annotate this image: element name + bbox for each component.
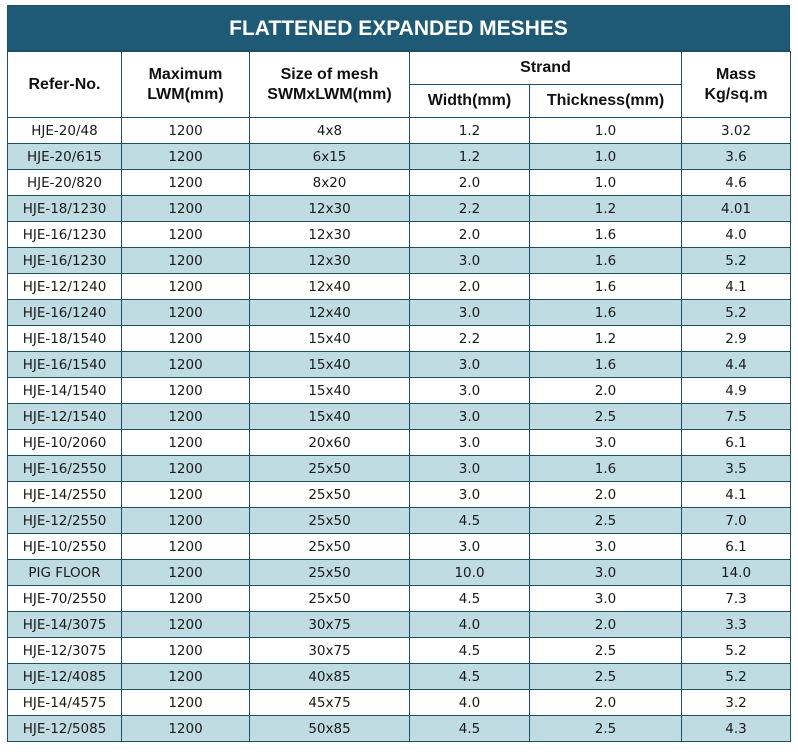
cell-strand-thickness: 2.0 (530, 690, 682, 716)
cell-mesh-size: 4x8 (250, 118, 410, 144)
cell-refer-no: HJE-70/2550 (8, 586, 122, 612)
cell-strand-width: 3.0 (410, 300, 530, 326)
cell-max-lwm: 1200 (122, 534, 250, 560)
cell-strand-thickness: 3.0 (530, 534, 682, 560)
header-mass-line1: Mass (716, 65, 757, 83)
cell-refer-no: HJE-20/820 (8, 170, 122, 196)
header-strand: Strand (410, 52, 682, 85)
cell-mesh-size: 45x75 (250, 690, 410, 716)
cell-refer-no: HJE-16/1230 (8, 248, 122, 274)
cell-strand-width: 10.0 (410, 560, 530, 586)
cell-mass: 3.02 (682, 118, 791, 144)
cell-mesh-size: 15x40 (250, 352, 410, 378)
table-row (8, 196, 791, 222)
cell-refer-no: HJE-12/2550 (8, 508, 122, 534)
cell-max-lwm: 1200 (122, 300, 250, 326)
cell-refer-no: HJE-12/1240 (8, 274, 122, 300)
cell-mass: 5.2 (682, 638, 791, 664)
cell-refer-no: HJE-20/48 (8, 118, 122, 144)
cell-mass: 4.9 (682, 378, 791, 404)
cell-strand-thickness: 2.5 (530, 508, 682, 534)
cell-mesh-size: 15x40 (250, 378, 410, 404)
table-body (8, 118, 791, 742)
cell-mass: 5.2 (682, 664, 791, 690)
cell-mass: 4.01 (682, 196, 791, 222)
cell-mesh-size: 50x85 (250, 716, 410, 742)
cell-mesh-size: 25x50 (250, 586, 410, 612)
cell-max-lwm: 1200 (122, 144, 250, 170)
header-max-lwm-line1: Maximum (148, 65, 223, 83)
cell-strand-thickness: 1.2 (530, 196, 682, 222)
table-row (8, 430, 791, 456)
cell-mesh-size: 25x50 (250, 482, 410, 508)
cell-strand-width: 3.0 (410, 352, 530, 378)
cell-strand-thickness: 1.6 (530, 222, 682, 248)
cell-strand-width: 4.5 (410, 716, 530, 742)
cell-strand-thickness: 1.6 (530, 456, 682, 482)
cell-strand-thickness: 1.2 (530, 326, 682, 352)
header-mesh-size (250, 52, 410, 118)
cell-max-lwm: 1200 (122, 716, 250, 742)
cell-mass: 3.2 (682, 690, 791, 716)
header-mesh-size-line1: Size of mesh (280, 65, 379, 83)
cell-strand-width: 2.2 (410, 326, 530, 352)
cell-strand-width: 2.0 (410, 222, 530, 248)
cell-strand-width: 3.0 (410, 456, 530, 482)
cell-max-lwm: 1200 (122, 326, 250, 352)
cell-max-lwm: 1200 (122, 378, 250, 404)
cell-max-lwm: 1200 (122, 404, 250, 430)
cell-mesh-size: 12x30 (250, 222, 410, 248)
table-row (8, 222, 791, 248)
cell-refer-no: HJE-12/1540 (8, 404, 122, 430)
cell-mesh-size: 6x15 (250, 144, 410, 170)
table-row (8, 404, 791, 430)
cell-mass: 5.2 (682, 248, 791, 274)
cell-max-lwm: 1200 (122, 274, 250, 300)
cell-mesh-size: 25x50 (250, 534, 410, 560)
cell-strand-thickness: 3.0 (530, 560, 682, 586)
cell-strand-width: 4.5 (410, 664, 530, 690)
cell-strand-thickness: 2.5 (530, 716, 682, 742)
cell-mass: 3.3 (682, 612, 791, 638)
table-row (8, 612, 791, 638)
cell-mesh-size: 25x50 (250, 508, 410, 534)
cell-refer-no: HJE-14/3075 (8, 612, 122, 638)
header-mass (682, 52, 791, 118)
table-row (8, 534, 791, 560)
cell-strand-width: 4.5 (410, 586, 530, 612)
cell-strand-thickness: 2.5 (530, 638, 682, 664)
cell-strand-thickness: 1.6 (530, 300, 682, 326)
cell-max-lwm: 1200 (122, 170, 250, 196)
table-row (8, 326, 791, 352)
table-row (8, 456, 791, 482)
cell-mesh-size: 30x75 (250, 638, 410, 664)
cell-mass: 4.0 (682, 222, 791, 248)
cell-mass: 4.4 (682, 352, 791, 378)
mesh-spec-table (7, 51, 791, 742)
cell-strand-thickness: 1.6 (530, 274, 682, 300)
cell-strand-width: 3.0 (410, 534, 530, 560)
cell-refer-no: HJE-18/1230 (8, 196, 122, 222)
cell-mesh-size: 40x85 (250, 664, 410, 690)
cell-refer-no: HJE-16/2550 (8, 456, 122, 482)
cell-refer-no: HJE-18/1540 (8, 326, 122, 352)
cell-refer-no: HJE-16/1240 (8, 300, 122, 326)
cell-refer-no: HJE-14/4575 (8, 690, 122, 716)
cell-refer-no: HJE-14/1540 (8, 378, 122, 404)
cell-mass: 3.5 (682, 456, 791, 482)
cell-mass: 4.3 (682, 716, 791, 742)
cell-strand-width: 3.0 (410, 378, 530, 404)
cell-max-lwm: 1200 (122, 638, 250, 664)
table-title: FLATTENED EXPANDED MESHES (7, 5, 790, 51)
cell-mesh-size: 15x40 (250, 404, 410, 430)
cell-mesh-size: 15x40 (250, 326, 410, 352)
table-row (8, 716, 791, 742)
table-row (8, 638, 791, 664)
header-mesh-size-line2: SWMxLWM(mm) (267, 85, 392, 103)
cell-strand-thickness: 2.5 (530, 404, 682, 430)
cell-strand-width: 4.5 (410, 638, 530, 664)
cell-strand-width: 3.0 (410, 482, 530, 508)
cell-mass: 7.3 (682, 586, 791, 612)
cell-strand-width: 2.0 (410, 274, 530, 300)
cell-strand-width: 3.0 (410, 430, 530, 456)
cell-mass: 14.0 (682, 560, 791, 586)
header-max-lwm (122, 52, 250, 118)
table-row (8, 274, 791, 300)
header-strand-width: Width(mm) (410, 85, 530, 118)
cell-mass: 4.1 (682, 274, 791, 300)
cell-strand-thickness: 3.0 (530, 586, 682, 612)
table-row (8, 664, 791, 690)
cell-mesh-size: 12x30 (250, 196, 410, 222)
cell-strand-width: 2.0 (410, 170, 530, 196)
cell-max-lwm: 1200 (122, 456, 250, 482)
cell-strand-thickness: 2.0 (530, 378, 682, 404)
cell-mesh-size: 8x20 (250, 170, 410, 196)
cell-mass: 6.1 (682, 534, 791, 560)
cell-strand-width: 1.2 (410, 144, 530, 170)
cell-strand-thickness: 2.0 (530, 612, 682, 638)
cell-max-lwm: 1200 (122, 664, 250, 690)
cell-strand-width: 3.0 (410, 248, 530, 274)
cell-refer-no: HJE-14/2550 (8, 482, 122, 508)
cell-strand-width: 3.0 (410, 404, 530, 430)
cell-max-lwm: 1200 (122, 586, 250, 612)
cell-max-lwm: 1200 (122, 196, 250, 222)
cell-mass: 3.6 (682, 144, 791, 170)
table-row (8, 170, 791, 196)
cell-max-lwm: 1200 (122, 222, 250, 248)
cell-strand-width: 2.2 (410, 196, 530, 222)
cell-mass: 7.5 (682, 404, 791, 430)
cell-refer-no: HJE-12/4085 (8, 664, 122, 690)
cell-mesh-size: 25x50 (250, 456, 410, 482)
cell-refer-no: HJE-10/2060 (8, 430, 122, 456)
cell-mesh-size: 25x50 (250, 560, 410, 586)
cell-mass: 2.9 (682, 326, 791, 352)
cell-refer-no: HJE-16/1540 (8, 352, 122, 378)
cell-refer-no: HJE-16/1230 (8, 222, 122, 248)
table-row (8, 352, 791, 378)
cell-strand-thickness: 1.0 (530, 144, 682, 170)
cell-strand-thickness: 1.0 (530, 118, 682, 144)
cell-max-lwm: 1200 (122, 690, 250, 716)
header-mass-line2: Kg/sq.m (704, 85, 768, 103)
cell-refer-no: HJE-12/3075 (8, 638, 122, 664)
cell-max-lwm: 1200 (122, 508, 250, 534)
table-row (8, 508, 791, 534)
cell-refer-no: HJE-12/5085 (8, 716, 122, 742)
cell-max-lwm: 1200 (122, 430, 250, 456)
cell-max-lwm: 1200 (122, 612, 250, 638)
table-row (8, 300, 791, 326)
cell-mass: 5.2 (682, 300, 791, 326)
cell-strand-thickness: 3.0 (530, 430, 682, 456)
table-row (8, 144, 791, 170)
cell-strand-thickness: 2.5 (530, 664, 682, 690)
cell-mesh-size: 30x75 (250, 612, 410, 638)
cell-mass: 4.1 (682, 482, 791, 508)
cell-refer-no: PIG FLOOR (8, 560, 122, 586)
cell-refer-no: HJE-20/615 (8, 144, 122, 170)
table-row (8, 248, 791, 274)
cell-strand-width: 4.5 (410, 508, 530, 534)
cell-max-lwm: 1200 (122, 248, 250, 274)
cell-mass: 6.1 (682, 430, 791, 456)
table-row (8, 560, 791, 586)
cell-mesh-size: 20x60 (250, 430, 410, 456)
header-strand-thickness: Thickness(mm) (530, 85, 682, 118)
cell-strand-thickness: 1.0 (530, 170, 682, 196)
cell-mesh-size: 12x40 (250, 300, 410, 326)
table-row (8, 118, 791, 144)
table-header (8, 52, 791, 118)
cell-strand-thickness: 1.6 (530, 248, 682, 274)
cell-max-lwm: 1200 (122, 352, 250, 378)
cell-strand-thickness: 1.6 (530, 352, 682, 378)
table-row (8, 378, 791, 404)
table-row (8, 482, 791, 508)
cell-mesh-size: 12x30 (250, 248, 410, 274)
cell-mass: 4.6 (682, 170, 791, 196)
cell-max-lwm: 1200 (122, 482, 250, 508)
cell-max-lwm: 1200 (122, 560, 250, 586)
table-row (8, 586, 791, 612)
cell-mesh-size: 12x40 (250, 274, 410, 300)
cell-refer-no: HJE-10/2550 (8, 534, 122, 560)
header-max-lwm-line2: LWM(mm) (147, 85, 224, 103)
cell-strand-thickness: 2.0 (530, 482, 682, 508)
table-row (8, 690, 791, 716)
cell-strand-width: 4.0 (410, 612, 530, 638)
mesh-spec-table-container (7, 5, 790, 742)
cell-strand-width: 4.0 (410, 690, 530, 716)
cell-max-lwm: 1200 (122, 118, 250, 144)
cell-strand-width: 1.2 (410, 118, 530, 144)
header-refer-no: Refer-No. (8, 52, 122, 118)
cell-mass: 7.0 (682, 508, 791, 534)
